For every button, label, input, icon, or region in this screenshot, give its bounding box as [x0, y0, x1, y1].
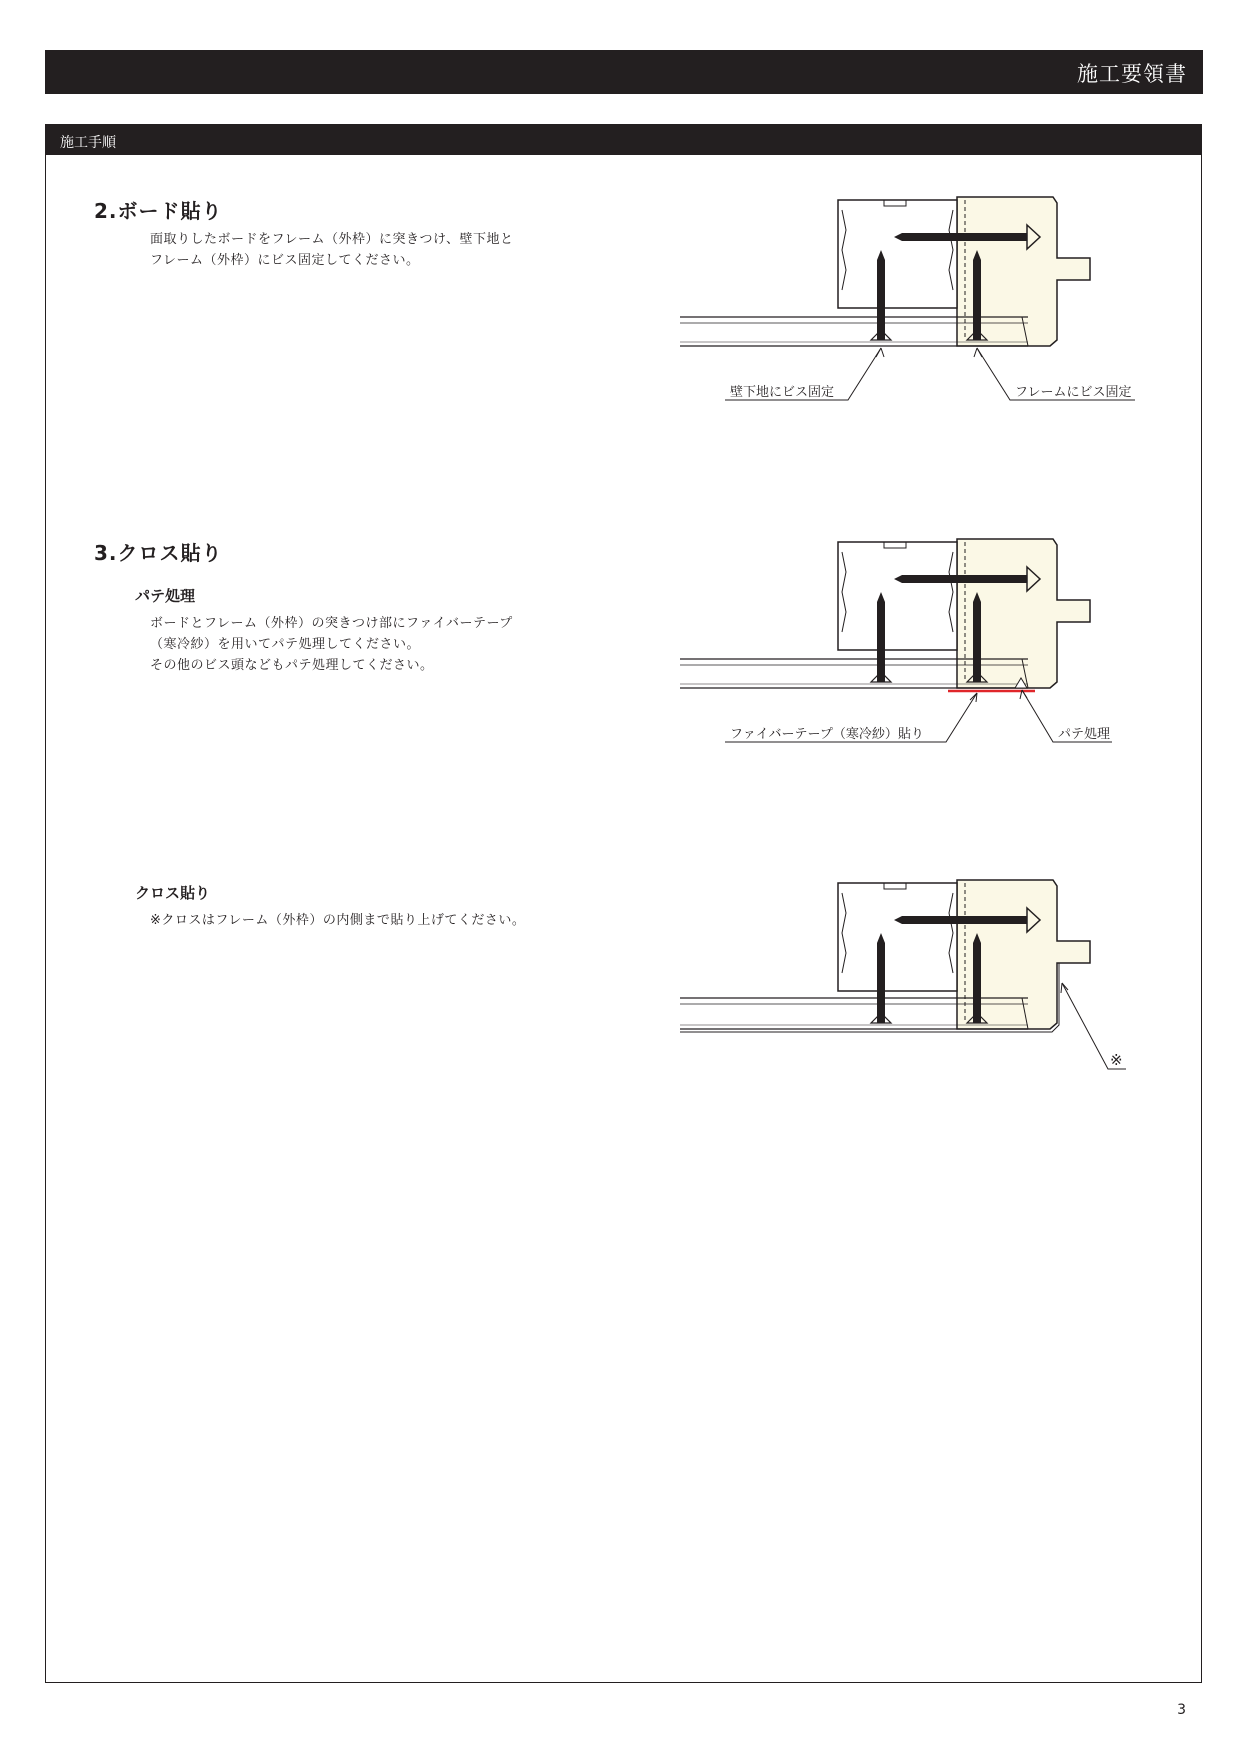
cloth-line-1: ※クロスはフレーム（外枠）の内側まで貼り上げてください。: [150, 913, 526, 928]
board-block: [838, 542, 957, 650]
putty-line-2: （寒冷紗）を用いてパテ処理してください。: [150, 637, 421, 652]
board-fixing-diagram: [680, 190, 1160, 420]
document-title: 施工要領書: [1077, 62, 1187, 86]
putty-text: [150, 613, 513, 676]
step2-line-1: 面取りしたボードをフレーム（外枠）に突きつけ、壁下地と: [150, 232, 514, 247]
step2-heading: 2.ボード貼り: [94, 199, 223, 223]
cloth-subheading: クロス貼り: [135, 884, 211, 902]
header-bar: [45, 50, 1203, 94]
section-label: 施工手順: [60, 135, 116, 151]
callout-frame: フレームにビス固定: [1015, 385, 1132, 400]
callout-fiber-tape: ファイバーテープ（寒冷紗）貼り: [730, 727, 924, 742]
step3-heading: 3.クロス貼り: [94, 541, 223, 565]
callout-wall-base: 壁下地にビス固定: [730, 385, 835, 400]
putty-subheading: パテ処理: [135, 587, 196, 605]
putty-line-3: その他のビス頭などもパテ処理してください。: [150, 658, 434, 673]
board-block: [838, 200, 957, 308]
putty-line-1: ボードとフレーム（外枠）の突きつけ部にファイバーテープ: [150, 616, 513, 631]
callout-note-mark: ※: [1110, 1051, 1123, 1069]
cloth-diagram: [680, 873, 1160, 1103]
putty-diagram: [680, 532, 1160, 762]
section-bar: [46, 125, 1201, 155]
cloth-text: [150, 910, 525, 931]
board-block: [838, 883, 957, 991]
callout-putty: パテ処理: [1058, 727, 1111, 742]
step2-text: [150, 229, 513, 271]
step2-line-2: フレーム（外枠）にビス固定してください。: [150, 253, 420, 268]
page-number: 3: [1177, 1702, 1186, 1718]
